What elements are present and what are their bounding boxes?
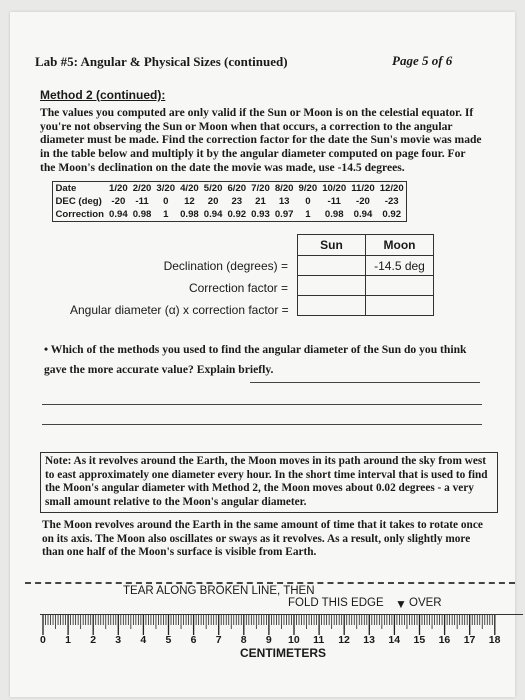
table-cell: 6/20 (227, 183, 247, 194)
correction-factor-table (52, 181, 407, 222)
table-cell: 0.92 (227, 209, 247, 220)
table-cell: -11 (135, 196, 149, 207)
date-row (53, 182, 407, 196)
fold-instruction: FOLD THIS EDGE (288, 597, 384, 609)
table-cell: 0 (305, 196, 311, 207)
correction-factor-label: Correction factor = (188, 281, 288, 295)
table-cell: 23 (231, 196, 243, 207)
intro-paragraph: The values you computed are only valid if the Sun or Moon is on the celestial equator. If you're not observing the Sun or Moon when that occurs, a correction to the angular diameter must be made. Find the correction factor for the date the Sun's movie was made in the table below and multiply it by the angular diameter computed on page four. For the Moon's declination on the date the movie was made, use -14.5 degrees. (40, 106, 482, 174)
page-number: Page 5 of 6 (392, 53, 453, 68)
ruler-number: 13 (363, 634, 375, 646)
table-cell: 0.98 (132, 209, 152, 220)
ruler-number: 14 (388, 634, 401, 646)
worksheet-page (10, 12, 515, 697)
answer-line-1[interactable] (250, 382, 480, 383)
arrow-down-icon: ▼ (395, 597, 407, 611)
ruler-number: 8 (240, 634, 247, 646)
table-cell: 0.97 (274, 209, 294, 220)
ruler-number: 17 (463, 634, 476, 646)
bullet: • (44, 343, 49, 356)
ruler-number: 6 (190, 634, 197, 646)
table-cell: 1 (163, 209, 169, 220)
correction-row (53, 208, 407, 222)
table-cell: 12 (184, 196, 195, 207)
ruler-number: 1 (65, 634, 71, 646)
table-cell: 7/20 (251, 183, 270, 194)
table-cell: 0.93 (251, 209, 270, 220)
table-cell: 4/20 (180, 183, 199, 194)
table-cell: -23 (384, 196, 399, 207)
table-cell: -11 (327, 196, 341, 207)
table-cell: 8/20 (274, 183, 294, 194)
lab-title: Lab #5: Angular & Physical Sizes (continued) (35, 54, 288, 69)
ruler-number: 9 (265, 634, 272, 646)
ruler-number: 2 (90, 634, 97, 646)
table-cell: 11/20 (351, 183, 375, 194)
answer-line-3[interactable] (42, 424, 482, 425)
tear-instruction: TEAR ALONG BROKEN LINE, THEN (123, 585, 315, 597)
accuracy-question (44, 340, 484, 380)
over-instruction: OVER (409, 597, 442, 609)
row-header: DEC (deg) (55, 196, 102, 207)
moon-libration-paragraph: The Moon revolves around the Earth in the same amount of time that it takes to rotate once on its axis. The Moon also oscillates or sways as it revolves. As a result, only slightly more than one half of the Moon's surface is visible from Earth. (42, 519, 483, 559)
sun-moon-row-labels (70, 255, 288, 321)
table-cell: 10/20 (322, 183, 347, 194)
table-cell: 0.94 (109, 209, 128, 220)
question-text: Which of the methods you used to find the angular diameter of the Sun do you think gave the more accurate value? Explain briefly. (44, 343, 467, 376)
sun-moon-table (297, 234, 434, 316)
table-cell: 5/20 (203, 183, 223, 194)
ruler-unit-label: CENTIMETERS (240, 646, 327, 660)
ruler-number: 3 (115, 634, 122, 646)
row-header: Correction (55, 209, 105, 220)
table-cell: 0.98 (180, 209, 199, 220)
table-cell: 0.94 (203, 209, 223, 220)
tear-line (25, 582, 515, 584)
ruler-number: 4 (140, 634, 147, 646)
ruler-number: 10 (288, 634, 300, 646)
table-cell: 3/20 (156, 183, 176, 194)
table-cell: 0 (163, 196, 169, 207)
sun-header: Sun (298, 235, 366, 256)
table-cell: 12/20 (379, 183, 404, 194)
table-cell: -20 (356, 196, 370, 207)
table-cell: 0.98 (324, 209, 344, 220)
moon-declination-cell: -14.5 deg (366, 256, 434, 276)
table-cell: 1/20 (109, 183, 128, 194)
sun-corrected-diameter-cell[interactable] (298, 296, 366, 316)
ruler-number: 0 (40, 634, 46, 646)
table-cell: -20 (111, 196, 126, 207)
moon-correction-cell[interactable] (366, 276, 434, 296)
ruler-number: 11 (313, 634, 325, 646)
declination-label: Declination (degrees) = (163, 259, 288, 273)
moon-corrected-diameter-cell[interactable] (366, 296, 434, 316)
angular-diameter-label: Angular diameter (α) x correction factor = (70, 303, 289, 317)
ruler-number: 7 (215, 634, 222, 646)
ruler-number: 18 (488, 634, 501, 646)
table-cell: 0.94 (353, 209, 373, 220)
table-cell: 9/20 (298, 183, 318, 194)
sun-declination-cell[interactable] (298, 256, 366, 276)
table-cell: 21 (255, 196, 266, 207)
table-cell: 20 (207, 196, 219, 207)
ruler-number: 15 (413, 634, 426, 646)
moon-header: Moon (366, 235, 434, 256)
ruler-number: 12 (338, 634, 350, 646)
declination-row (53, 195, 407, 208)
table-cell: 1 (305, 209, 311, 220)
method-heading: Method 2 (continued): (40, 88, 166, 102)
note-box: Note: As it revolves around the Earth, the Moon moves in its path around the sky from west to east approximately one diameter every hour. In the short time interval that is used to find the Moon's angular diameter with Method 2, the Moon moves about 0.02 degrees - a very small amount relative to the Moon's angular diameter. (40, 452, 498, 513)
sun-correction-cell[interactable] (298, 276, 366, 296)
table-cell: 0.92 (382, 209, 402, 220)
table-cell: 13 (278, 196, 290, 207)
row-header: Date (55, 183, 77, 194)
answer-line-2[interactable] (42, 404, 482, 405)
table-cell: 2/20 (132, 183, 152, 194)
ruler-number: 16 (438, 634, 451, 646)
ruler-number: 5 (165, 634, 172, 646)
